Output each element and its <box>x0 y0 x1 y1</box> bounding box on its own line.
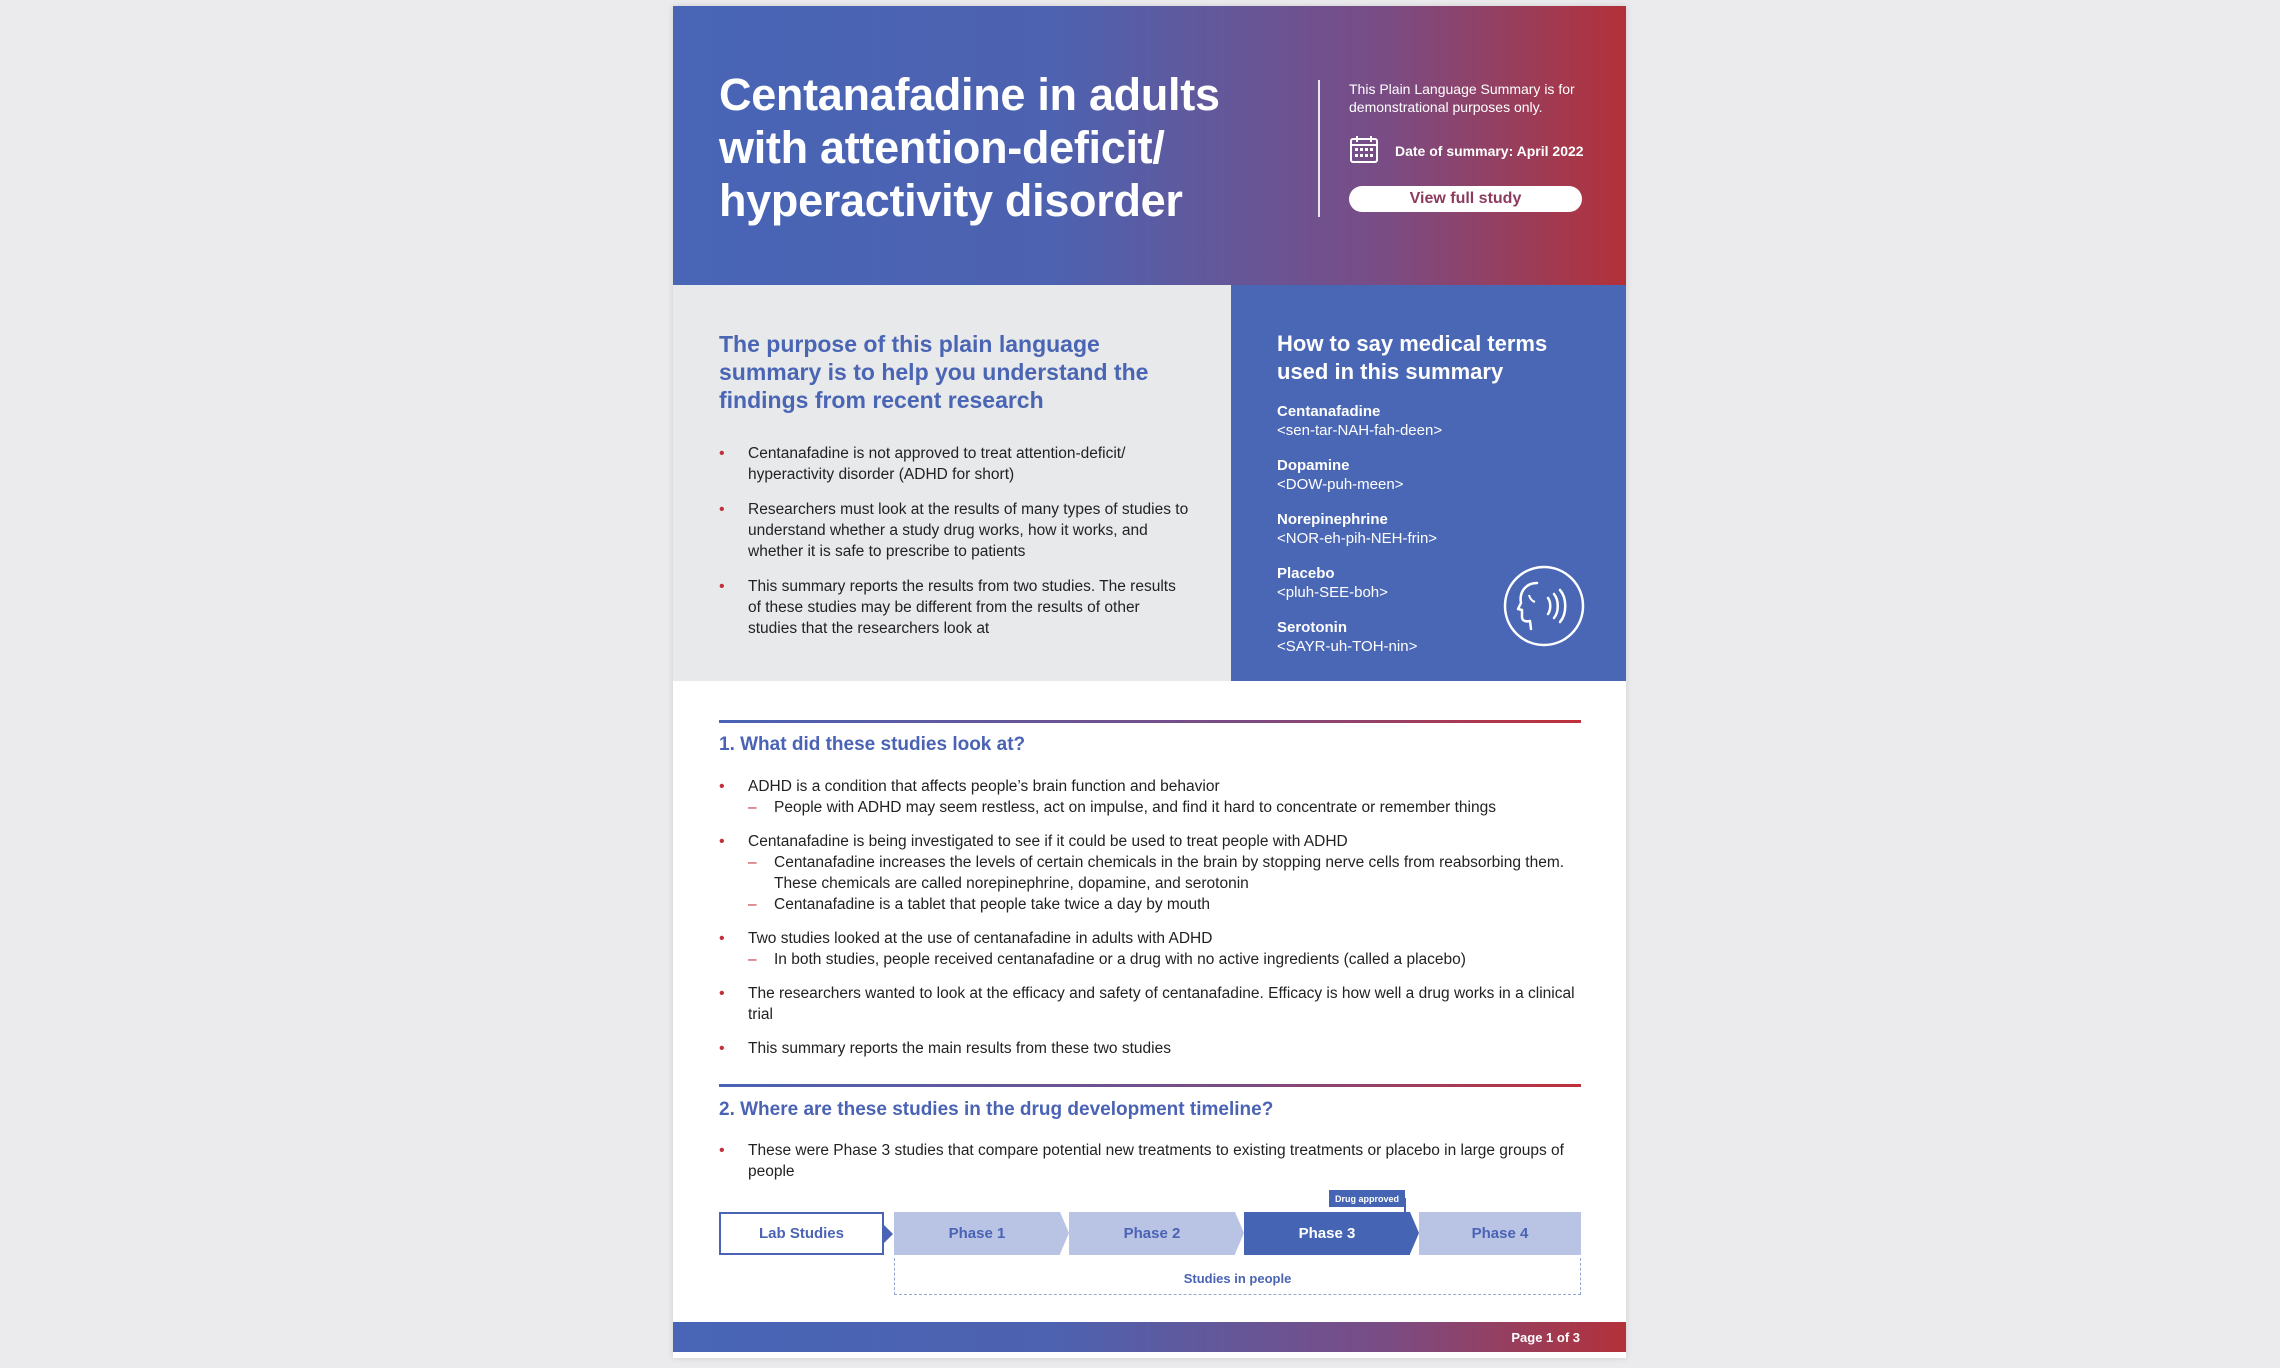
purpose-heading: The purpose of this plain language summary is to help you understand the findings from recent research <box>719 331 1149 413</box>
term-item <box>1277 619 1527 656</box>
timeline-lab-studies: Lab Studies <box>719 1212 884 1255</box>
term-word: Placebo <box>1277 565 1335 582</box>
section2-content <box>719 1140 1579 1196</box>
term-item <box>1277 403 1527 440</box>
term-item <box>1277 565 1527 602</box>
terms-list <box>1277 403 1527 673</box>
section1-content <box>719 776 1579 1072</box>
drug-approved-marker <box>1404 1198 1406 1212</box>
terms-heading: How to say medical terms used in this summary <box>1277 331 1548 384</box>
term-word: Dopamine <box>1277 457 1350 474</box>
sub-item: – People with ADHD may seem restless, act on impulse, and find it hard to concentrate or remember things <box>748 797 1579 818</box>
sub-item: – Centanafadine is a tablet that people take twice a day by mouth <box>748 894 1579 915</box>
item-text: Two studies looked at the use of centanafadine in adults with ADHD <box>748 930 1213 947</box>
list-item: • This summary reports the results from two studies. The results of these studies may be different from the results of other studies that the researchers look at <box>719 576 1189 639</box>
item-text: ADHD is a condition that affects people’s brain function and behavior <box>748 778 1220 795</box>
purpose-list <box>719 443 1189 653</box>
item-text: Centanafadine is being investigated to see if it could be used to treat people with ADHD <box>748 833 1348 850</box>
sub-item: – Centanafadine increases the levels of certain chemicals in the brain by stopping nerve cells from reabsorbing them. These chemicals are called norepinephrine, dopamine, and serotonin <box>748 852 1579 894</box>
term-word: Norepinephrine <box>1277 511 1388 528</box>
term-word: Serotonin <box>1277 619 1347 636</box>
header-banner <box>673 6 1626 285</box>
page-number: Page 1 of 3 <box>1511 1330 1580 1345</box>
list-item <box>719 831 1579 915</box>
summary-date: Date of summary: April 2022 <box>1395 143 1584 159</box>
terms-panel <box>1231 285 1626 681</box>
section2-title: 2. Where are these studies in the drug development timeline? <box>719 1099 1274 1120</box>
timeline-arrow <box>1235 1212 1244 1254</box>
timeline-arrow <box>1410 1212 1419 1254</box>
demo-note: This Plain Language Summary is for demonstrational purposes only. <box>1349 81 1575 115</box>
studies-in-people-bracket <box>894 1258 1581 1295</box>
view-full-study-button[interactable]: View full study <box>1349 186 1582 212</box>
timeline-phase-4: Phase 4 <box>1419 1212 1581 1255</box>
sub-item: – In both studies, people received centanafadine or a drug with no active ingredients (called a placebo) <box>748 949 1579 970</box>
summary-page <box>673 6 1626 1358</box>
timeline-arrow <box>1060 1212 1069 1254</box>
list-item <box>719 928 1579 970</box>
term-pronunciation: <SAYR-uh-TOH-nin> <box>1277 638 1418 655</box>
list-item: • These were Phase 3 studies that compare potential new treatments to existing treatments or placebo in large groups of people <box>719 1140 1579 1182</box>
term-pronunciation: <NOR-eh-pih-NEH-frin> <box>1277 530 1438 547</box>
term-item <box>1277 457 1527 494</box>
section-divider <box>719 1084 1581 1087</box>
header-divider <box>1318 80 1320 217</box>
timeline-arrow <box>884 1225 893 1243</box>
calendar-icon <box>1349 134 1379 164</box>
purpose-panel <box>673 285 1231 681</box>
section-divider <box>719 720 1581 723</box>
list-item <box>719 776 1579 818</box>
list-item: • The researchers wanted to look at the efficacy and safety of centanafadine. Efficacy is how well a drug works in a clinical trial <box>719 983 1579 1025</box>
footer-bar <box>673 1322 1626 1352</box>
term-pronunciation: <sen-tar-NAH-fah-deen> <box>1277 422 1443 439</box>
term-pronunciation: <DOW-puh-meen> <box>1277 476 1404 493</box>
drug-approved-label: Drug approved <box>1329 1190 1405 1207</box>
list-item: • Researchers must look at the results of many types of studies to understand whether a study drug works, how it works, and whether it is safe to prescribe to patients <box>719 499 1189 562</box>
timeline-phase-3: Phase 3 <box>1244 1212 1410 1255</box>
studies-in-people-label: Studies in people <box>1183 1271 1292 1286</box>
term-word: Centanafadine <box>1277 403 1381 420</box>
timeline-phase-1: Phase 1 <box>894 1212 1060 1255</box>
page-title: Centanafadine in adults with attention-deficit/ hyperactivity disorder <box>719 69 1220 226</box>
list-item: • This summary reports the main results from these two studies <box>719 1038 1579 1059</box>
timeline-phase-2: Phase 2 <box>1069 1212 1235 1255</box>
term-pronunciation: <pluh-SEE-boh> <box>1277 584 1388 601</box>
section1-title: 1. What did these studies look at? <box>719 734 1026 755</box>
list-item: • Centanafadine is not approved to treat attention-deficit/ hyperactivity disorder (ADHD for short) <box>719 443 1189 485</box>
term-item <box>1277 511 1527 548</box>
speaking-head-icon <box>1503 565 1585 647</box>
